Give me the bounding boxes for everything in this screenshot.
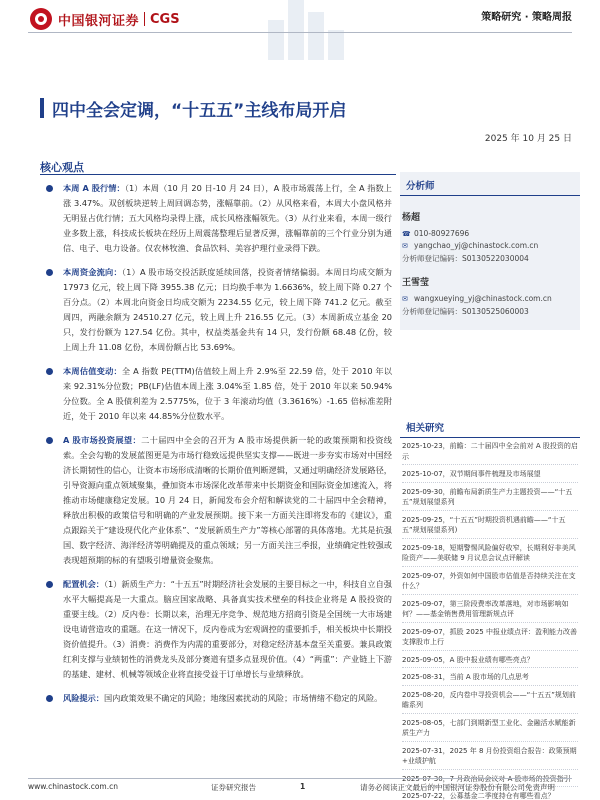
bullet-icon [46, 185, 53, 192]
related-research-item[interactable]: 2025-08-20，反内卷中寻投资机会——“十五五”规划前瞻系列 [402, 690, 578, 714]
related-research-item[interactable]: 2025-07-22，公募基金二季度持仓有哪些看点？ [402, 791, 578, 800]
related-research-item[interactable]: 2025-08-05，七部门到期新型工业化、金融活水赋能新质生产力 [402, 718, 578, 742]
analyst-cert: 分析师登记编码：S0130525060003 [402, 307, 529, 316]
email-icon: ✉ [402, 242, 408, 250]
footer-website[interactable]: www.chinastock.com.cn [28, 782, 118, 791]
core-views-divider [40, 174, 396, 175]
phone-icon: ☎ [402, 230, 411, 238]
header-divider [28, 32, 572, 33]
paragraph-lead: 风险提示： [63, 693, 104, 703]
company-logo [30, 8, 180, 30]
analyst-email[interactable] [402, 240, 574, 252]
paragraph-fund-flow [40, 265, 392, 355]
paragraph-lead: 本周估值变动： [63, 366, 122, 376]
related-research-item[interactable]: 2025-07-31，2025 年 8 月份投资组合报告：政策预期+业绩护航 [402, 746, 578, 770]
paragraph-lead: 本周资金流向： [63, 267, 122, 277]
bullet-icon [46, 695, 53, 702]
paragraph-text: （1）A 股市场交投活跃度延续回落，投资者情绪偏弱。本周日均成交额为 17973 亿元，较上周下降 3955.38 亿元；日均换手率为 1.6636%，较上周下降 0.27 个百分点。（2）本周北向资金日均成交额为 2234.55 亿元，较上周下降 741.2 亿元。截至周四，两融余额为 24510.27 亿元，较上周上升 216.55 亿元。（3）本周新成立基金 20 只，发行份额为 127.54 亿份。其中，权益类基金共有 14 只，发行份额 68.48 亿份，较上周上升 11.08 亿份，本周份额占比 53.69%。 [63, 267, 392, 352]
page-header [0, 0, 600, 40]
analyst-panel [400, 172, 580, 330]
report-category: 策略研究 · 策略周报 [481, 12, 572, 23]
related-research-list [400, 438, 580, 800]
related-research-item[interactable]: 2025-09-07，第三阶段费率改革落地，对市场影响如何？——基金销售费用管理新规点评 [402, 599, 578, 623]
analyst-email[interactable] [402, 293, 574, 305]
related-research-item[interactable]: 2025-09-05，A 股中报业绩有哪些亮点？ [402, 655, 578, 669]
core-views-body [40, 181, 392, 715]
related-research-item[interactable]: 2025-08-31，当前 A 股市场的几点思考 [402, 672, 578, 686]
paragraph-allocation [40, 577, 392, 682]
title-accent-bar [40, 98, 44, 118]
footer-divider [28, 778, 572, 779]
related-research-item[interactable]: 2025-09-25，“十五五”时期投资机遇前瞻——“十五五”规划展望系列) [402, 515, 578, 539]
phone-text: 010-80927696 [414, 229, 470, 238]
paragraph-text: 国内政策效果不确定的风险；地缘因素扰动的风险；市场情绪不稳定的风险。 [103, 693, 383, 703]
bullet-icon [46, 581, 53, 588]
page-number: 1 [300, 782, 306, 791]
logo-emblem-icon [30, 8, 52, 30]
paragraph-lead: A 股市场投资展望： [63, 435, 142, 445]
report-title-block [40, 96, 580, 122]
paragraph-lead: 配置机会： [63, 579, 104, 589]
sidebar [400, 172, 580, 800]
paragraph-market-review [40, 181, 392, 256]
analyst-cert: 分析师登记编码：S0130522030004 [402, 254, 529, 263]
decorative-watermark [268, 0, 346, 60]
footer-dept: 证券研究报告 [211, 783, 256, 792]
bullet-icon [46, 368, 53, 375]
analyst-name: 王雪莹 [402, 278, 430, 288]
paragraph-text: 全 A 指数 PE(TTM)估值较上周上升 2.9%至 22.59 倍，处于 2010 年以来 92.31%分位数；PB(LF)估值本周上涨 3.04%至 1.85 倍，处于 2010 年以来 50.94%分位数。全 A 股债利差为 2.5775%，位于 3 年滚动均值（3.3616%）-1.65 倍标准差附近，处于 2010 年以来 44.85%分位数水平。 [63, 366, 392, 421]
analyst-name: 杨超 [402, 213, 421, 223]
related-research-item[interactable]: 2025-10-07，双节期间事件梳理及市场展望 [402, 469, 578, 483]
logo-cgs: CGS [150, 11, 180, 27]
paragraph-text: （1）本周（10 月 20 日-10 月 24 日），A 股市场震荡上行，全 A 指数上涨 3.47%。双创板块逆转上周回调态势，涨幅靠前。（2）从风格来看，本周大小盘风格并无明显占优行情；五大风格均录得上涨，成长风格涨幅领先。（3）从行业来看，本周一级行业多数上涨，科技成长板块在经历上周震荡整理后显著反弹，涨幅靠前的三个行业分别为通信、电子、电力设备。仅农林牧渔、食品饮料、美容护理行业录得下跌。 [63, 183, 392, 253]
analyst-card [400, 196, 580, 330]
paragraph-risk [40, 691, 392, 706]
related-research-item[interactable]: 2025-09-30，前瞻布局新质生产力主题投资——“十五五”规划展望系列 [402, 487, 578, 511]
paragraph-lead: 本周 A 股行情： [63, 183, 125, 193]
paragraph-valuation [40, 364, 392, 424]
email-icon: ✉ [402, 295, 408, 303]
related-research-item[interactable]: 2025-09-07，外资如何中国股市估值是否持续关注在支什么？ [402, 571, 578, 595]
related-research-item[interactable]: 2025-10-23，前瞻：二十届四中全会前对 A 股投资的启示 [402, 441, 578, 465]
logo-divider [144, 12, 145, 26]
analyst-heading: 分析师 [400, 178, 580, 196]
bullet-icon [46, 437, 53, 444]
related-research-item[interactable]: 2025-09-18，短期警惕风险偏好收窄，长期利好非美风险资产——美联储 9 月议息会议点评解读 [402, 543, 578, 567]
paragraph-text: 二十届四中全会的召开为 A 股市场提供新一轮的政策预期和投资线索。全会勾勒的发展蓝图更是为市场行稳致远提供坚实支撑——既进一步夯实市场对中国经济长期韧性的信心，让资本市场形成清晰的长期价值判断逻辑，又通过明确经济发展路径，引导资源向重点领域聚集，叠加资本市场深化改革带来中长期资金和国际资金加速流入，将推动市场健康稳定发展。10 月 24 日，新闻发布会介绍和解读党的二十届四中全会精神，释放出积极的政策信号和明确的产业发展预期。接下来一方面关注即将发布的《建议》，重点跟踪关于“建设现代化产业体系”、“发展新质生产力”等核心部署的具体落地。尤其是抗强国、数字经济、海洋经济等明确提及的重点领域；另一方面关注三季报，业绩确定性较强或表现超预期的标的有望吸引增量资金聚焦。 [63, 435, 392, 565]
logo-text: 中国银河证券 [58, 13, 140, 29]
paragraph-outlook [40, 433, 392, 568]
footer-disclaimer: 请务必阅读正文最后的中国银河证券股份有限公司免责声明 [360, 783, 555, 792]
email-text[interactable]: yangchao_yj@chinastock.com.cn [414, 241, 539, 250]
bullet-icon [46, 269, 53, 276]
email-text[interactable]: wangxueying_yj@chinastock.com.cn [414, 294, 552, 303]
core-views-heading: 核心观点 [40, 161, 84, 174]
related-research-heading: 相关研究 [400, 420, 580, 438]
report-date: 2025 年 10 月 25 日 [484, 134, 572, 144]
related-research-item[interactable]: 2025-09-07，抓股 2025 中报业绩点评：盈利能力改善支撑股市上行 [402, 627, 578, 651]
analyst-phone [402, 228, 574, 240]
report-title: 四中全会定调，“十五五”主线布局开启 [52, 101, 347, 121]
paragraph-text: （1）新质生产力：“十五五”时期经济社会发展的主要目标之一中，科技自立自强水平大幅提高是一大重点。脑应国家战略、具备真实技术壁垒的科技企业将是 A 股投资的重要主线。（2）反内卷：长期以来，治理无序竞争、规范地方招商引资是全国统一大市场建设电请营造攻的重题。在这一情况下，反内卷成为宏观调控的重要抓手，相关板块中长期投资价值提升。（3）消费：消费作为内需的重要部分，对稳定经济基本盘至关重要。兼具政策红利支撑与业绩韧性的消费龙头及部分赛道有望多点显现价值。（4）“两重”：产业链上下游的基建、建材、机械等领域企业将直接受益于订单增长与业绩释放。 [63, 579, 392, 679]
